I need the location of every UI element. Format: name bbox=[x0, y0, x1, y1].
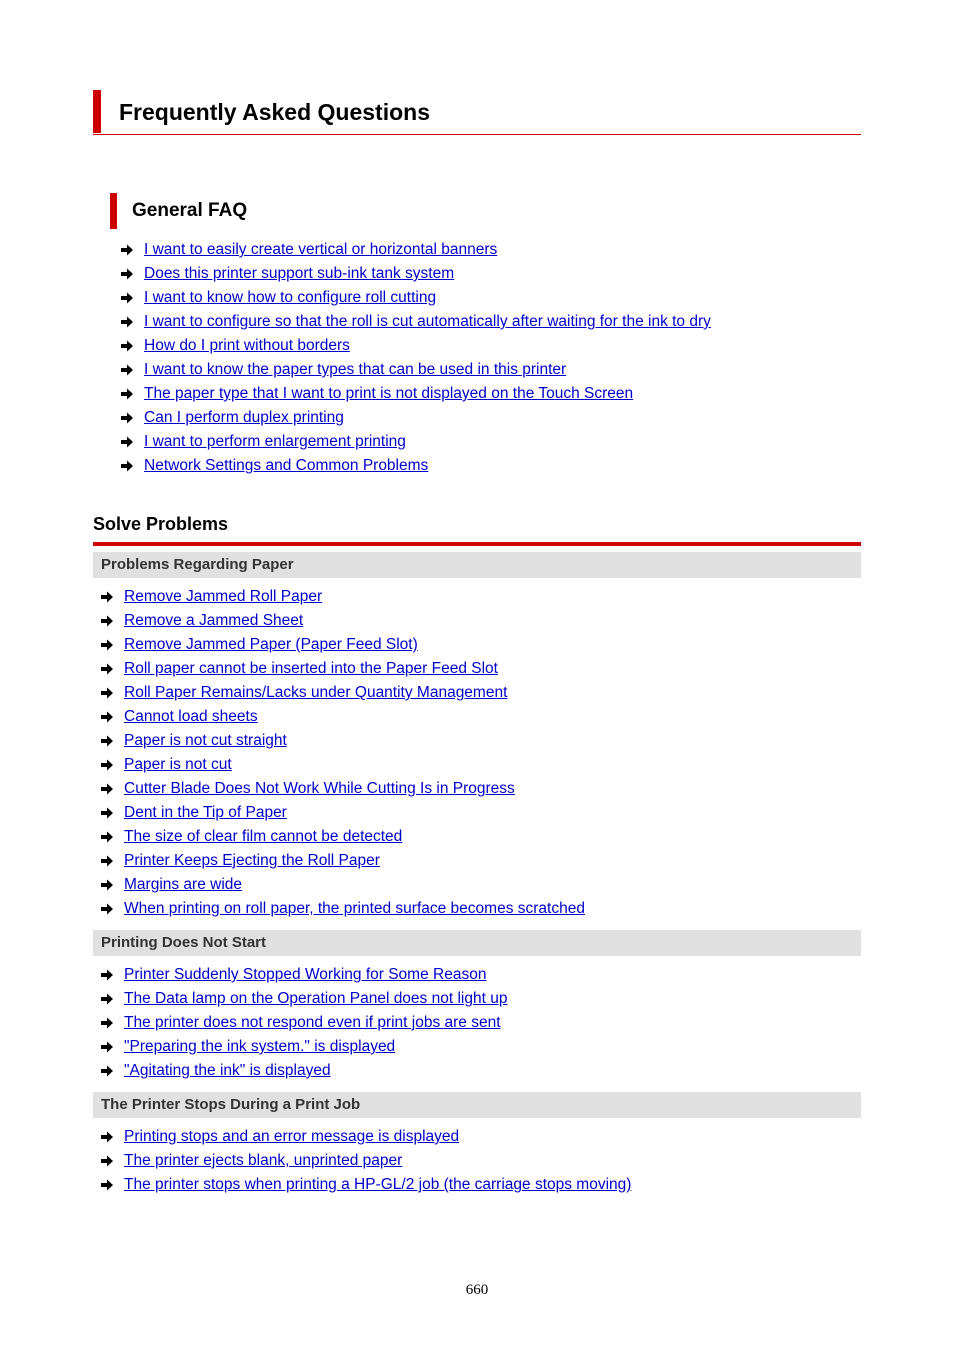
problem-link[interactable]: Remove Jammed Paper (Paper Feed Slot) bbox=[124, 636, 418, 653]
list-item bbox=[100, 849, 585, 873]
list-item bbox=[120, 382, 711, 406]
right-arrow-icon bbox=[100, 902, 114, 916]
problem-link[interactable]: The Data lamp on the Operation Panel does not light up bbox=[124, 990, 508, 1007]
list-item bbox=[100, 825, 585, 849]
right-arrow-icon bbox=[100, 854, 114, 868]
right-arrow-icon bbox=[100, 992, 114, 1006]
right-arrow-icon bbox=[100, 1064, 114, 1078]
problem-link[interactable]: Dent in the Tip of Paper bbox=[124, 804, 287, 821]
page-header bbox=[93, 90, 861, 135]
right-arrow-icon bbox=[120, 459, 134, 473]
right-arrow-icon bbox=[120, 363, 134, 377]
list-item bbox=[120, 310, 711, 334]
problem-link[interactable]: The printer does not respond even if print jobs are sent bbox=[124, 1014, 501, 1031]
list-item bbox=[120, 430, 711, 454]
right-arrow-icon bbox=[120, 267, 134, 281]
problem-link[interactable]: Paper is not cut straight bbox=[124, 732, 287, 749]
list-item bbox=[100, 753, 585, 777]
list-item bbox=[100, 1125, 631, 1149]
problem-link[interactable]: Printing stops and an error message is displayed bbox=[124, 1128, 460, 1145]
right-arrow-icon bbox=[100, 1154, 114, 1168]
right-arrow-icon bbox=[100, 1040, 114, 1054]
page-number: 660 bbox=[465, 1282, 489, 1298]
problem-link[interactable]: Remove Jammed Roll Paper bbox=[124, 588, 323, 605]
section-title: Problems Regarding Paper bbox=[101, 556, 294, 573]
list-item bbox=[120, 286, 711, 310]
right-arrow-icon bbox=[100, 614, 114, 628]
right-arrow-icon bbox=[100, 710, 114, 724]
problem-link[interactable]: When printing on roll paper, the printed surface becomes scratched bbox=[124, 900, 585, 917]
right-arrow-icon bbox=[120, 339, 134, 353]
list-item bbox=[100, 609, 585, 633]
right-arrow-icon bbox=[100, 638, 114, 652]
problem-link[interactable]: Roll paper cannot be inserted into the Paper Feed Slot bbox=[124, 660, 498, 677]
list-item bbox=[100, 963, 507, 987]
right-arrow-icon bbox=[120, 243, 134, 257]
faq-link[interactable]: I want to perform enlargement printing bbox=[144, 433, 406, 450]
problem-link[interactable]: Roll Paper Remains/Lacks under Quantity Management bbox=[124, 684, 508, 701]
problem-link[interactable]: Margins are wide bbox=[124, 876, 243, 893]
list-item bbox=[100, 873, 585, 897]
problem-link[interactable]: Printer Suddenly Stopped Working for Some Reason bbox=[124, 966, 487, 983]
list-item bbox=[120, 334, 711, 358]
list-item bbox=[100, 801, 585, 825]
right-arrow-icon bbox=[100, 968, 114, 982]
section-title: Printing Does Not Start bbox=[101, 934, 267, 951]
list-item bbox=[100, 1035, 507, 1059]
heading-accent-bar bbox=[110, 193, 117, 229]
right-arrow-icon bbox=[100, 734, 114, 748]
list-item bbox=[100, 657, 585, 681]
right-arrow-icon bbox=[100, 758, 114, 772]
problem-link[interactable]: Cutter Blade Does Not Work While Cutting Is in Progress bbox=[124, 780, 515, 797]
list-item bbox=[100, 1059, 507, 1083]
list-item bbox=[100, 1149, 631, 1173]
right-arrow-icon bbox=[100, 662, 114, 676]
list-item bbox=[100, 897, 585, 921]
list-item bbox=[100, 705, 585, 729]
general-faq-list bbox=[120, 238, 711, 478]
faq-link[interactable]: How do I print without borders bbox=[144, 337, 350, 354]
faq-link[interactable]: Can I perform duplex printing bbox=[144, 409, 344, 426]
faq-link[interactable]: Network Settings and Common Problems bbox=[144, 457, 429, 474]
list-item bbox=[120, 454, 711, 478]
problem-link[interactable]: "Agitating the ink" is displayed bbox=[124, 1062, 331, 1079]
general-faq-heading: General FAQ bbox=[132, 200, 248, 221]
list-item bbox=[100, 633, 585, 657]
section-header bbox=[93, 930, 861, 956]
right-arrow-icon bbox=[120, 435, 134, 449]
problem-link[interactable]: Printer Keeps Ejecting the Roll Paper bbox=[124, 852, 380, 869]
right-arrow-icon bbox=[120, 291, 134, 305]
section-header bbox=[93, 552, 861, 578]
right-arrow-icon bbox=[100, 686, 114, 700]
faq-link[interactable]: I want to configure so that the roll is cut automatically after waiting for the ink to dry bbox=[144, 313, 711, 330]
list-item bbox=[120, 238, 711, 262]
list-item bbox=[120, 406, 711, 430]
list-item bbox=[100, 777, 585, 801]
problem-link[interactable]: Cannot load sheets bbox=[124, 708, 258, 725]
page-title: Frequently Asked Questions bbox=[119, 99, 430, 125]
list-item bbox=[100, 987, 507, 1011]
problem-link[interactable]: "Preparing the ink system." is displayed bbox=[124, 1038, 396, 1055]
faq-link[interactable]: I want to easily create vertical or horizontal banners bbox=[144, 241, 498, 258]
section-header bbox=[93, 1092, 861, 1118]
right-arrow-icon bbox=[100, 878, 114, 892]
list-item bbox=[120, 358, 711, 382]
problem-link[interactable]: Paper is not cut bbox=[124, 756, 232, 773]
faq-link[interactable]: I want to know how to configure roll cutting bbox=[144, 289, 437, 306]
right-arrow-icon bbox=[100, 806, 114, 820]
faq-link[interactable]: Does this printer support sub-ink tank system bbox=[144, 265, 455, 282]
right-arrow-icon bbox=[100, 1178, 114, 1192]
printer-stops-list bbox=[100, 1125, 631, 1197]
right-arrow-icon bbox=[120, 315, 134, 329]
paper-problems-list bbox=[100, 585, 585, 921]
problem-link[interactable]: The size of clear film cannot be detected bbox=[124, 828, 403, 845]
right-arrow-icon bbox=[100, 1016, 114, 1030]
right-arrow-icon bbox=[100, 830, 114, 844]
list-item bbox=[100, 1011, 507, 1035]
list-item bbox=[120, 262, 711, 286]
solve-problems-header bbox=[93, 510, 861, 546]
solve-problems-heading: Solve Problems bbox=[93, 514, 229, 534]
list-item bbox=[100, 1173, 631, 1197]
printing-start-list bbox=[100, 963, 507, 1083]
section-title: The Printer Stops During a Print Job bbox=[101, 1096, 361, 1113]
faq-link[interactable]: I want to know the paper types that can be used in this printer bbox=[144, 361, 567, 378]
right-arrow-icon bbox=[100, 782, 114, 796]
right-arrow-icon bbox=[120, 387, 134, 401]
list-item bbox=[100, 681, 585, 705]
right-arrow-icon bbox=[100, 1130, 114, 1144]
faq-link[interactable]: The paper type that I want to print is not displayed on the Touch Screen bbox=[144, 385, 634, 402]
problem-link[interactable]: The printer stops when printing a HP-GL/2 job (the carriage stops moving) bbox=[124, 1176, 632, 1193]
right-arrow-icon bbox=[100, 590, 114, 604]
list-item bbox=[100, 729, 585, 753]
right-arrow-icon bbox=[120, 411, 134, 425]
title-accent-bar bbox=[93, 90, 101, 133]
problem-link[interactable]: Remove a Jammed Sheet bbox=[124, 612, 304, 629]
list-item bbox=[100, 585, 585, 609]
problem-link[interactable]: The printer ejects blank, unprinted paper bbox=[124, 1152, 403, 1169]
